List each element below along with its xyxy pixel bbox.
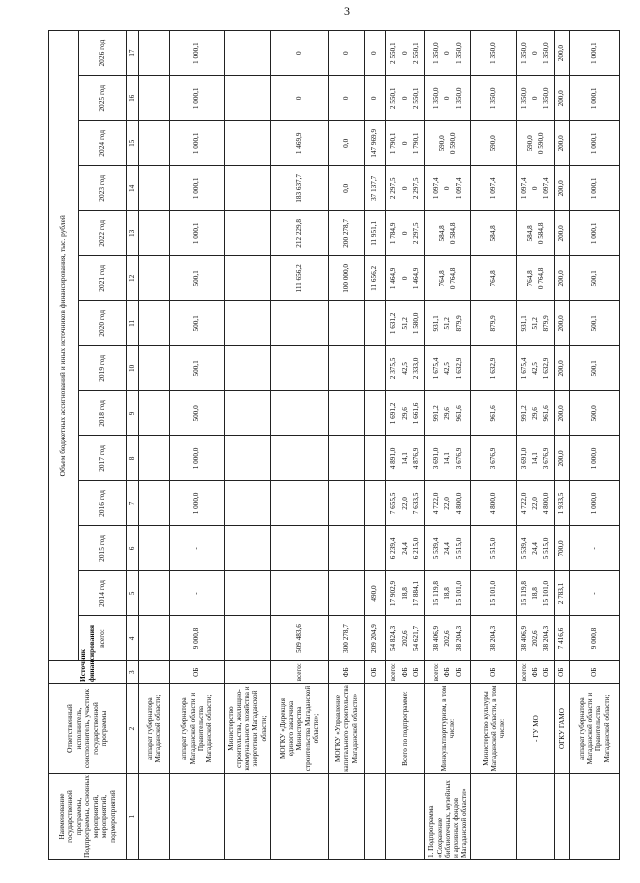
amount-cell: 2 783,1 [555, 571, 570, 616]
amount-cell: 1 469,9 [270, 121, 329, 166]
header-budget-group: Объем бюджетных ассигнований и иных источников финансирования, тыс. рублей [49, 31, 79, 662]
amount-cell: 931,1 51,2 879,9 [517, 301, 555, 346]
header-year: 2025 год [79, 76, 127, 121]
source-cell: ОБ [471, 661, 517, 684]
source-cell: ОБ [170, 661, 224, 684]
table-row [425, 31, 471, 860]
amount-cell: 200,0 [555, 211, 570, 256]
program-name-cell [329, 774, 365, 860]
amount-cell [224, 31, 270, 76]
amount-cell: 584,8 [471, 211, 517, 256]
table-row [517, 31, 555, 860]
header-year: 2020 год [79, 301, 127, 346]
executor-cell: Министерство строительства, жилищно-коммунального хозяйства и энергетики Магаданской области; [224, 684, 270, 774]
header-year: 2019 год [79, 346, 127, 391]
amount-cell: 17 902,9 18,8 17 884,1 [385, 571, 425, 616]
amount-cell: 3 676,9 [471, 436, 517, 481]
amount-cell [270, 391, 329, 436]
amount-cell: 500,1 [170, 301, 224, 346]
amount-cell: 1 000,1 [170, 76, 224, 121]
column-number: 17 [127, 31, 139, 76]
amount-cell: 490,0 [364, 571, 385, 616]
amount-cell: 991,2 29,6 961,6 [517, 391, 555, 436]
header-year: 2016 год [79, 481, 127, 526]
amount-cell: 6 239,4 24,4 6 215,0 [385, 526, 425, 571]
amount-cell: 183 637,7 [270, 166, 329, 211]
amount-cell: 1 784,9 0 2 297,5 [385, 211, 425, 256]
header-year: 2023 год [79, 166, 127, 211]
amount-cell: 584,8 0 584,8 [425, 211, 471, 256]
amount-cell: 9 000,8 [569, 616, 619, 661]
amount-cell: 1 632,9 [471, 346, 517, 391]
amount-cell: 991,2 29,6 961,6 [425, 391, 471, 436]
amount-cell [224, 616, 270, 661]
table-row [569, 31, 619, 860]
source-cell: ОБ [555, 661, 570, 684]
amount-cell: 500,0 [569, 391, 619, 436]
amount-cell [139, 76, 170, 121]
amount-cell: 700,0 [555, 526, 570, 571]
amount-cell: 1 350,0 [471, 31, 517, 76]
amount-cell: 38 204,3 [471, 616, 517, 661]
amount-cell [329, 301, 365, 346]
header-year: 2014 год [79, 571, 127, 616]
amount-cell [139, 571, 170, 616]
amount-cell: 1 000,1 [170, 166, 224, 211]
column-number: 16 [127, 76, 139, 121]
amount-cell: 1 631,2 51,2 1 580,0 [385, 301, 425, 346]
amount-cell [329, 481, 365, 526]
executor-cell [364, 684, 385, 774]
amount-cell: 111 656,2 [270, 256, 329, 301]
header-executor: Ответственный исполнитель, соисполнитель, участник государственной программы [49, 684, 127, 774]
amount-cell [139, 166, 170, 211]
amount-cell: 11 656,2 [364, 256, 385, 301]
amount-cell: 1 000,0 [569, 481, 619, 526]
program-name-cell [517, 774, 555, 860]
amount-cell: - [170, 571, 224, 616]
amount-cell: 1 691,2 29,6 1 661,6 [385, 391, 425, 436]
table-row [224, 31, 270, 860]
amount-cell: 4 722,0 22,0 4 800,0 [425, 481, 471, 526]
amount-cell: 509 483,6 [270, 616, 329, 661]
amount-cell: 764,8 0 764,8 [517, 256, 555, 301]
source-cell [224, 661, 270, 684]
amount-cell: 4 722,0 22,0 4 800,0 [517, 481, 555, 526]
amount-cell [224, 166, 270, 211]
executor-cell: Минкультпорттуризм, в том числе: [425, 684, 471, 774]
amount-cell [139, 121, 170, 166]
column-number: 4 [127, 616, 139, 661]
amount-cell [364, 481, 385, 526]
amount-cell [139, 256, 170, 301]
amount-cell: 200,0 [555, 76, 570, 121]
amount-cell [224, 211, 270, 256]
amount-cell [329, 526, 365, 571]
amount-cell [139, 31, 170, 76]
amount-cell [270, 526, 329, 571]
amount-cell [139, 391, 170, 436]
header-financing-source: Источник финансирования [49, 661, 127, 684]
amount-cell [139, 346, 170, 391]
header-year: 2022 год [79, 211, 127, 256]
amount-cell [364, 346, 385, 391]
source-cell: всего: [270, 661, 329, 684]
source-cell: всего: ФБ ОБ [425, 661, 471, 684]
amount-cell: 500,0 [170, 391, 224, 436]
program-name-cell [385, 774, 425, 860]
header-year: 2015 год [79, 526, 127, 571]
table-row [555, 31, 570, 860]
source-cell: ОБ [569, 661, 619, 684]
amount-cell [224, 436, 270, 481]
amount-cell: 1 000,0 [170, 481, 224, 526]
amount-cell: 0 [329, 31, 365, 76]
amount-cell [270, 301, 329, 346]
amount-cell: 590,0 0 590,0 [517, 121, 555, 166]
amount-cell: 54 824,3 202,6 54 621,7 [385, 616, 425, 661]
amount-cell [224, 301, 270, 346]
amount-cell: 0,0 [329, 121, 365, 166]
budget-table [48, 30, 620, 860]
table-row [385, 31, 425, 860]
column-number: 14 [127, 166, 139, 211]
header-year: 2024 год [79, 121, 127, 166]
amount-cell: 0 [329, 76, 365, 121]
column-number: 9 [127, 391, 139, 436]
amount-cell: 200,0 [555, 346, 570, 391]
amount-cell: 7 416,6 [555, 616, 570, 661]
amount-cell: 1 350,0 0 1 350,0 [517, 31, 555, 76]
amount-cell: 5 539,4 24,4 5 515,0 [517, 526, 555, 571]
amount-cell: 2 550,1 0 2 550,1 [385, 31, 425, 76]
amount-cell: 200,0 [555, 121, 570, 166]
amount-cell: 37 137,7 [364, 166, 385, 211]
amount-cell [224, 346, 270, 391]
budget-body [139, 31, 620, 860]
column-number: 8 [127, 436, 139, 481]
amount-cell: - [569, 526, 619, 571]
executor-cell: МОГКУ «Дирекция единого заказчика Министерства строительства Магаданской области»; [270, 684, 329, 774]
amount-cell: 1 675,4 42,5 1 632,9 [425, 346, 471, 391]
amount-cell: 2 550,1 0 2 550,1 [385, 76, 425, 121]
source-cell: ОБ [364, 661, 385, 684]
table-row [471, 31, 517, 860]
source-cell [139, 661, 170, 684]
amount-cell: 500,1 [170, 256, 224, 301]
amount-cell [329, 346, 365, 391]
header-year: 2026 год [79, 31, 127, 76]
amount-cell: - [569, 571, 619, 616]
program-name-cell [471, 774, 517, 860]
amount-cell: 584,8 0 584,8 [517, 211, 555, 256]
column-number: 13 [127, 211, 139, 256]
header-program-name: Наименование государственной программы, Подпрограммы, основных мероприятий, мероприятий, подмероприятий [49, 774, 127, 860]
amount-cell: 3 691,0 14,1 3 676,9 [425, 436, 471, 481]
column-number: 6 [127, 526, 139, 571]
amount-cell: 5 515,0 [471, 526, 517, 571]
amount-cell: 300 278,7 [329, 616, 365, 661]
amount-cell [224, 571, 270, 616]
amount-cell [364, 301, 385, 346]
column-number-row [127, 31, 139, 860]
amount-cell: 11 951,1 [364, 211, 385, 256]
executor-cell: - ГУ МО [517, 684, 555, 774]
amount-cell: 7 655,5 22,0 7 633,5 [385, 481, 425, 526]
source-cell: ФБ [329, 661, 365, 684]
amount-cell: 879,9 [471, 301, 517, 346]
amount-cell: 0 [270, 31, 329, 76]
header-total: всего: [79, 616, 127, 661]
table-row [270, 31, 329, 860]
amount-cell: 1 097,4 0 1 097,4 [517, 166, 555, 211]
amount-cell [364, 526, 385, 571]
amount-cell: 147 969,9 [364, 121, 385, 166]
header-year: 2017 год [79, 436, 127, 481]
amount-cell [270, 481, 329, 526]
program-name-cell [555, 774, 570, 860]
amount-cell: 15 119,8 18,8 15 101,0 [517, 571, 555, 616]
table-row [364, 31, 385, 860]
amount-cell: 1 000,1 [170, 31, 224, 76]
amount-cell: 200,0 [555, 301, 570, 346]
amount-cell: 1 464,9 0 1 464,9 [385, 256, 425, 301]
amount-cell [329, 571, 365, 616]
amount-cell: 200,0 [555, 436, 570, 481]
amount-cell: 931,1 51,2 879,9 [425, 301, 471, 346]
amount-cell [139, 436, 170, 481]
amount-cell: 4 800,0 [471, 481, 517, 526]
amount-cell: 209 204,9 [364, 616, 385, 661]
amount-cell: 2 375,5 42,5 2 333,0 [385, 346, 425, 391]
amount-cell [139, 481, 170, 526]
amount-cell: 5 539,4 24,4 5 515,0 [425, 526, 471, 571]
page-number: 3 [344, 4, 350, 18]
amount-cell: 0,0 [329, 166, 365, 211]
executor-cell: аппарат губернатора Магаданской области и Правительства Магаданской области; [170, 684, 224, 774]
column-number: 3 [127, 661, 139, 684]
amount-cell: 4 891,0 14,1 4 876,9 [385, 436, 425, 481]
amount-cell: 38 406,9 202,6 38 204,3 [517, 616, 555, 661]
executor-cell: аппарат губернатора Магаданской области; [139, 684, 170, 774]
amount-cell: 590,0 [471, 121, 517, 166]
executor-cell: МОГКУ «Управление капитального строительства Магаданской области» [329, 684, 365, 774]
amount-cell: 0 [364, 31, 385, 76]
table-row [139, 31, 170, 860]
executor-cell: ОГКУ ГАМО [555, 684, 570, 774]
amount-cell: 3 691,0 14,1 3 676,9 [517, 436, 555, 481]
amount-cell: 15 101,0 [471, 571, 517, 616]
amount-cell: 38 406,9 202,6 38 204,3 [425, 616, 471, 661]
amount-cell: 1 000,1 [569, 121, 619, 166]
source-cell: всего: ФБ ОБ [517, 661, 555, 684]
amount-cell: 1 675,4 42,5 1 632,9 [517, 346, 555, 391]
amount-cell: 1 933,5 [555, 481, 570, 526]
program-name-cell: 1. Подпрограмма «Сохранение библиотечных, музейных и архивных фондов Магаданской области» [425, 774, 471, 860]
program-name-cell [569, 774, 619, 860]
table-row [329, 31, 365, 860]
amount-cell [364, 391, 385, 436]
amount-cell [270, 571, 329, 616]
amount-cell: 200,0 [555, 31, 570, 76]
amount-cell: 0 [270, 76, 329, 121]
column-number: 1 [127, 774, 139, 860]
amount-cell [224, 76, 270, 121]
amount-cell: 764,8 [471, 256, 517, 301]
column-number: 11 [127, 301, 139, 346]
amount-cell [139, 301, 170, 346]
amount-cell: 1 350,0 0 1 350,0 [425, 31, 471, 76]
header-year: 2021 год [79, 256, 127, 301]
amount-cell: 1 097,4 0 1 097,4 [425, 166, 471, 211]
amount-cell: 1 000,1 [170, 211, 224, 256]
amount-cell [139, 211, 170, 256]
amount-cell: 1 000,1 [170, 121, 224, 166]
amount-cell: 1 000,1 [569, 76, 619, 121]
amount-cell: 500,1 [170, 346, 224, 391]
amount-cell: 1 350,0 0 1 350,0 [517, 76, 555, 121]
amount-cell: 1 000,1 [569, 211, 619, 256]
amount-cell: 1 350,0 [471, 76, 517, 121]
amount-cell: 961,6 [471, 391, 517, 436]
amount-cell [224, 391, 270, 436]
amount-cell: 1 097,4 [471, 166, 517, 211]
program-name-cell [364, 774, 385, 860]
column-number: 7 [127, 481, 139, 526]
amount-cell: 200,0 [555, 256, 570, 301]
amount-cell: 1 000,0 [170, 436, 224, 481]
column-number: 2 [127, 684, 139, 774]
amount-cell [329, 391, 365, 436]
program-name-cell [224, 774, 270, 860]
amount-cell: 0 [364, 76, 385, 121]
amount-cell [329, 436, 365, 481]
amount-cell: 200 278,7 [329, 211, 365, 256]
amount-cell: 500,1 [569, 256, 619, 301]
header-year: 2018 год [79, 391, 127, 436]
amount-cell: 9 000,8 [170, 616, 224, 661]
amount-cell: 1 000,1 [569, 166, 619, 211]
amount-cell [270, 346, 329, 391]
executor-cell: аппарат губернатора Магаданской области и Правительства Магаданской области; [569, 684, 619, 774]
amount-cell: 764,8 0 764,8 [425, 256, 471, 301]
amount-cell: 1 350,0 0 1 350,0 [425, 76, 471, 121]
amount-cell: 1 790,1 0 1 790,1 [385, 121, 425, 166]
column-number: 15 [127, 121, 139, 166]
amount-cell: 200,0 [555, 391, 570, 436]
amount-cell [224, 256, 270, 301]
source-cell: всего: ФБ ОБ [385, 661, 425, 684]
amount-cell: 100 000,0 [329, 256, 365, 301]
column-number: 10 [127, 346, 139, 391]
table-row [170, 31, 224, 860]
program-name-cell [270, 774, 329, 860]
amount-cell [224, 481, 270, 526]
amount-cell: 212 229,8 [270, 211, 329, 256]
amount-cell: 1 000,0 [569, 436, 619, 481]
amount-cell [224, 526, 270, 571]
program-name-cell [139, 774, 170, 860]
amount-cell: 500,1 [569, 346, 619, 391]
amount-cell: 200,0 [555, 166, 570, 211]
amount-cell: 500,1 [569, 301, 619, 346]
executor-cell: Министерство культуры Магаданской области, в том числе: [471, 684, 517, 774]
program-name-cell [170, 774, 224, 860]
amount-cell [224, 121, 270, 166]
amount-cell: 590,0 0 590,0 [425, 121, 471, 166]
column-number: 5 [127, 571, 139, 616]
amount-cell: - [170, 526, 224, 571]
amount-cell [139, 616, 170, 661]
amount-cell [139, 526, 170, 571]
amount-cell: 1 000,1 [569, 31, 619, 76]
amount-cell: 2 297,5 0 2 297,5 [385, 166, 425, 211]
executor-cell: Всего по подпрограмме: [385, 684, 425, 774]
column-number: 12 [127, 256, 139, 301]
amount-cell: 15 119,8 18,8 15 101,0 [425, 571, 471, 616]
rotated-table-container [48, 30, 620, 860]
amount-cell [270, 436, 329, 481]
amount-cell [364, 436, 385, 481]
